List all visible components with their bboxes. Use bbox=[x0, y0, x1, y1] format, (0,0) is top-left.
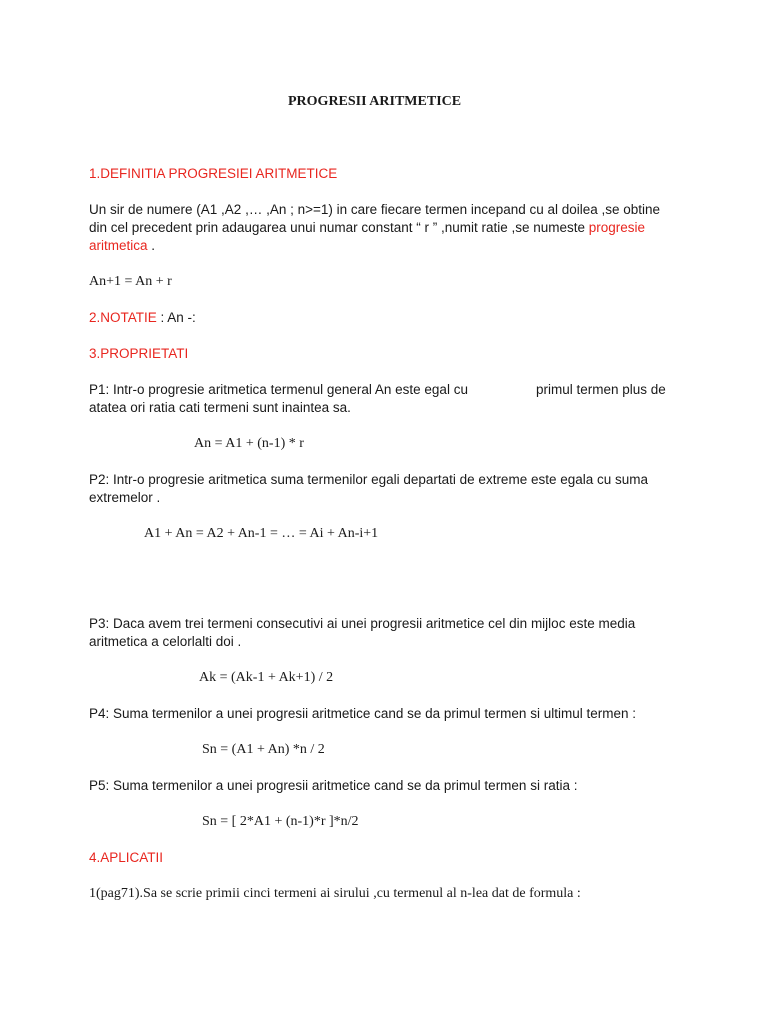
p2-line-1: P2: Intr-o progresie aritmetica suma termenilor egali departati de extreme este egala cu suma bbox=[89, 472, 649, 487]
p2-line-2: extremelor . bbox=[89, 490, 161, 505]
definition-line-1: Un sir de numere (A1 ,A2 ,… ,An ; n>=1) in care fiecare termen incepand cu al doilea ,se obtine bbox=[89, 202, 661, 217]
section2-heading: 2.NOTATIE bbox=[89, 310, 157, 325]
notation-text: : An -: bbox=[156, 310, 196, 325]
definition-line-2 bbox=[89, 219, 645, 237]
p1-line-1b: primul termen plus de bbox=[536, 382, 666, 397]
p3-line-2: aritmetica a celorlalti doi . bbox=[89, 634, 242, 649]
highlighted-term: progresie bbox=[588, 220, 646, 235]
p4-formula: Sn = (A1 + An) *n / 2 bbox=[202, 742, 325, 757]
p3-formula: Ak = (Ak-1 + Ak+1) / 2 bbox=[199, 670, 334, 685]
application-1: 1(pag71).Sa se scrie primii cinci termeni ai sirului ,cu termenul al n-lea dat de formula : bbox=[89, 886, 581, 901]
p4-line-1: P4: Suma termenilor a unei progresii aritmetice cand se da primul termen si ultimul termen : bbox=[89, 706, 636, 721]
p5-line-1: P5: Suma termenilor a unei progresii aritmetice cand se da primul termen si ratia : bbox=[89, 778, 578, 793]
p2-formula: A1 + An = A2 + An-1 = … = Ai + An-i+1 bbox=[144, 526, 379, 541]
p1-line-2: atatea ori ratia cati termeni sunt inaintea sa. bbox=[89, 400, 351, 415]
definition-text: din cel precedent prin adaugarea unui numar constant “ r ” ,numit ratie ,se numeste bbox=[89, 220, 589, 235]
section1-heading: 1.DEFINITIA PROGRESIEI ARITMETICE bbox=[89, 166, 338, 181]
recurrence-formula: An+1 = An + r bbox=[89, 274, 172, 289]
definition-line-3 bbox=[89, 237, 155, 255]
page-title: PROGRESII ARITMETICE bbox=[288, 94, 462, 109]
section3-heading: 3.PROPRIETATI bbox=[89, 346, 189, 361]
p5-formula: Sn = [ 2*A1 + (n-1)*r ]*n/2 bbox=[202, 814, 359, 829]
p3-line-1: P3: Daca avem trei termeni consecutivi ai unei progresii aritmetice cel din mijloc este media bbox=[89, 616, 636, 631]
p1-formula: An = A1 + (n-1) * r bbox=[194, 436, 304, 451]
p1-line-1a: P1: Intr-o progresie aritmetica termenul general An este egal cu bbox=[89, 382, 468, 397]
definition-text: . bbox=[147, 238, 156, 253]
section2-line bbox=[89, 309, 196, 328]
highlighted-term: aritmetica bbox=[89, 238, 148, 253]
section4-heading: 4.APLICATII bbox=[89, 850, 164, 865]
